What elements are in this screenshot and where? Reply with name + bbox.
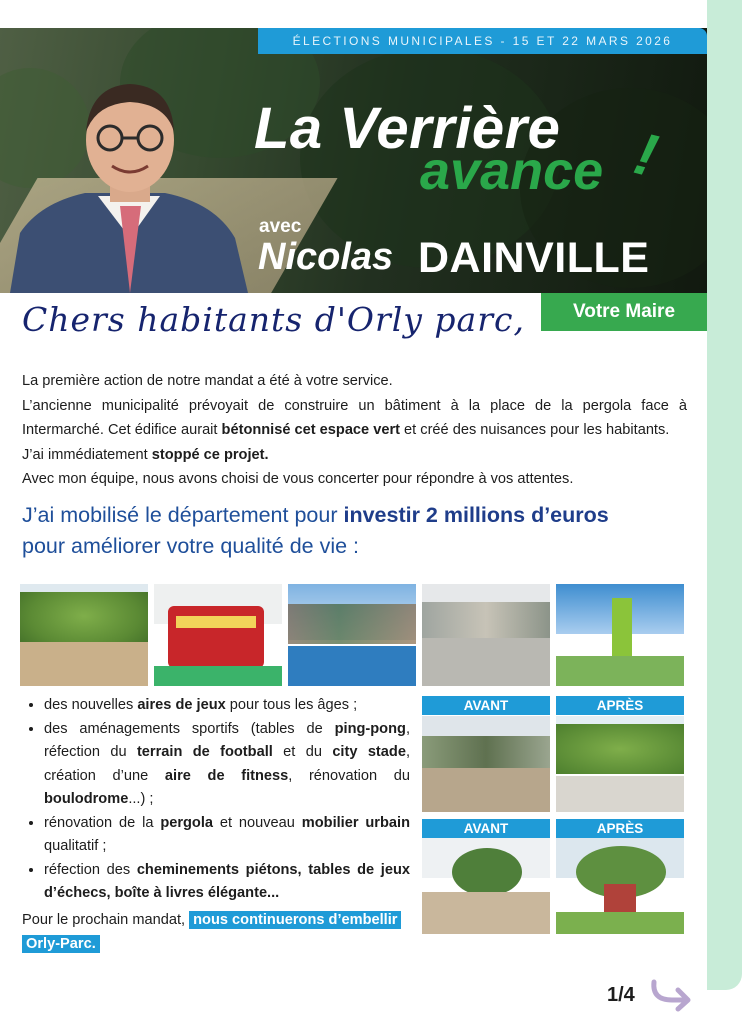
bold-text: mobilier urbain xyxy=(301,814,410,831)
candidate-last-name: DAINVILLE xyxy=(418,234,650,282)
photo-ground xyxy=(556,656,684,686)
photo-trees xyxy=(452,848,522,896)
intro-paragraph xyxy=(22,443,687,468)
list-item xyxy=(44,859,410,906)
photo-trees xyxy=(556,724,684,774)
slogan-title: La Verrière xyxy=(254,96,561,161)
bold-text: investir 2 millions d’euros xyxy=(343,503,609,527)
text-run: J’ai immédiatement xyxy=(22,446,152,463)
after-label: APRÈS xyxy=(556,819,684,838)
before-label: AVANT xyxy=(422,696,550,715)
achievements-list xyxy=(22,694,410,906)
intro-paragraph: Avec mon équipe, nous avons choisi de vous concerter pour répondre à vos attentes. xyxy=(22,471,574,487)
slogan-subtitle: avance xyxy=(420,141,604,201)
highlighted-text: Orly-Parc. xyxy=(22,935,100,953)
photo-bus-windows xyxy=(176,616,256,628)
text-run: réfection des xyxy=(44,861,137,878)
text-run: et nouveau xyxy=(213,814,302,831)
photo-fitness-area xyxy=(288,584,416,686)
role-badge: Votre Maire xyxy=(541,293,707,331)
text-run: , réfection du xyxy=(44,720,410,760)
text-run: , rénovation du xyxy=(288,767,410,784)
photo-after-2 xyxy=(556,838,684,934)
candidate-portrait xyxy=(0,28,260,293)
photo-ground xyxy=(20,642,148,686)
bold-text: ping-pong xyxy=(334,720,406,737)
text-run: et du xyxy=(272,744,333,760)
photo-before-2 xyxy=(422,838,550,934)
next-page-arrow-icon xyxy=(648,976,696,1012)
text-run: et créé des nuisances pour les habitants. xyxy=(400,422,670,438)
bold-text: aires de jeux xyxy=(137,697,226,713)
slogan-exclamation: ! xyxy=(628,119,664,190)
photo-pergola xyxy=(20,584,148,686)
text-run: L’ancienne municipalité prévoyait de construire un bâtiment à la place de la pergola face à Intermarché. Cet édifice aurait xyxy=(22,397,687,438)
photo-bus-playground xyxy=(154,584,282,686)
photo-ground xyxy=(154,666,282,686)
investment-headline xyxy=(22,500,702,562)
bold-text: boulodrome xyxy=(44,791,129,807)
page-number: 1/4 xyxy=(607,984,635,1006)
bold-text: city stade xyxy=(332,744,406,760)
photo-after-1 xyxy=(556,716,684,812)
photo-pingpong xyxy=(422,584,550,686)
closing-text xyxy=(22,908,422,956)
text-run: qualitatif ; xyxy=(44,838,107,854)
photo-ground xyxy=(556,776,684,812)
bold-text: aire de fitness xyxy=(164,767,289,784)
text-run: pour tous les âges ; xyxy=(225,697,358,713)
text-run: Pour le prochain mandat, xyxy=(22,912,190,928)
photo-ground xyxy=(422,638,550,686)
photo-play-house xyxy=(604,884,636,914)
intro-paragraph xyxy=(22,394,687,443)
photo-before-1 xyxy=(422,716,550,812)
intro-text xyxy=(22,369,687,492)
text-run: des nouvelles xyxy=(44,697,138,713)
bold-text: pergola xyxy=(160,814,214,831)
text-run: pour améliorer votre qualité de vie : xyxy=(22,534,360,558)
text-run: J’ai mobilisé le département pour xyxy=(22,503,344,527)
photo-playground-tower xyxy=(556,584,684,686)
list-item xyxy=(44,694,410,718)
list-item xyxy=(44,718,410,812)
photo-ground xyxy=(422,892,550,934)
photo-ground xyxy=(556,912,684,934)
photo-ground xyxy=(422,768,550,812)
avec-label: avec xyxy=(259,216,302,237)
text-run: des aménagements sportifs (tables de xyxy=(44,720,335,737)
highlighted-text: nous continuerons d’embellir xyxy=(189,911,401,929)
photo-buildings xyxy=(422,602,550,638)
bold-text: cheminements piétons, tables de jeux d’échecs, boîte à livres élégante... xyxy=(44,861,410,901)
bold-text: bétonnisé cet espace vert xyxy=(221,422,400,438)
photo-trees xyxy=(422,736,550,770)
photo-ground xyxy=(288,646,416,686)
list-item xyxy=(44,812,410,859)
bold-text: stoppé ce projet. xyxy=(151,446,269,463)
text-run: rénovation de la xyxy=(44,814,161,831)
candidate-first-name: Nicolas xyxy=(258,236,394,278)
before-label: AVANT xyxy=(422,819,550,838)
handwritten-greeting: Chers habitants d'Orly parc, xyxy=(22,300,525,339)
election-date-banner: ÉLECTIONS MUNICIPALES - 15 ET 22 MARS 2026 xyxy=(258,28,707,54)
bold-text: terrain de football xyxy=(136,744,273,760)
intro-paragraph: La première action de notre mandat a été à votre service. xyxy=(22,373,393,389)
text-run: , création d’une xyxy=(44,744,411,784)
after-label: APRÈS xyxy=(556,696,684,715)
photo-trees xyxy=(288,604,416,644)
text-run: ...) ; xyxy=(128,791,154,807)
